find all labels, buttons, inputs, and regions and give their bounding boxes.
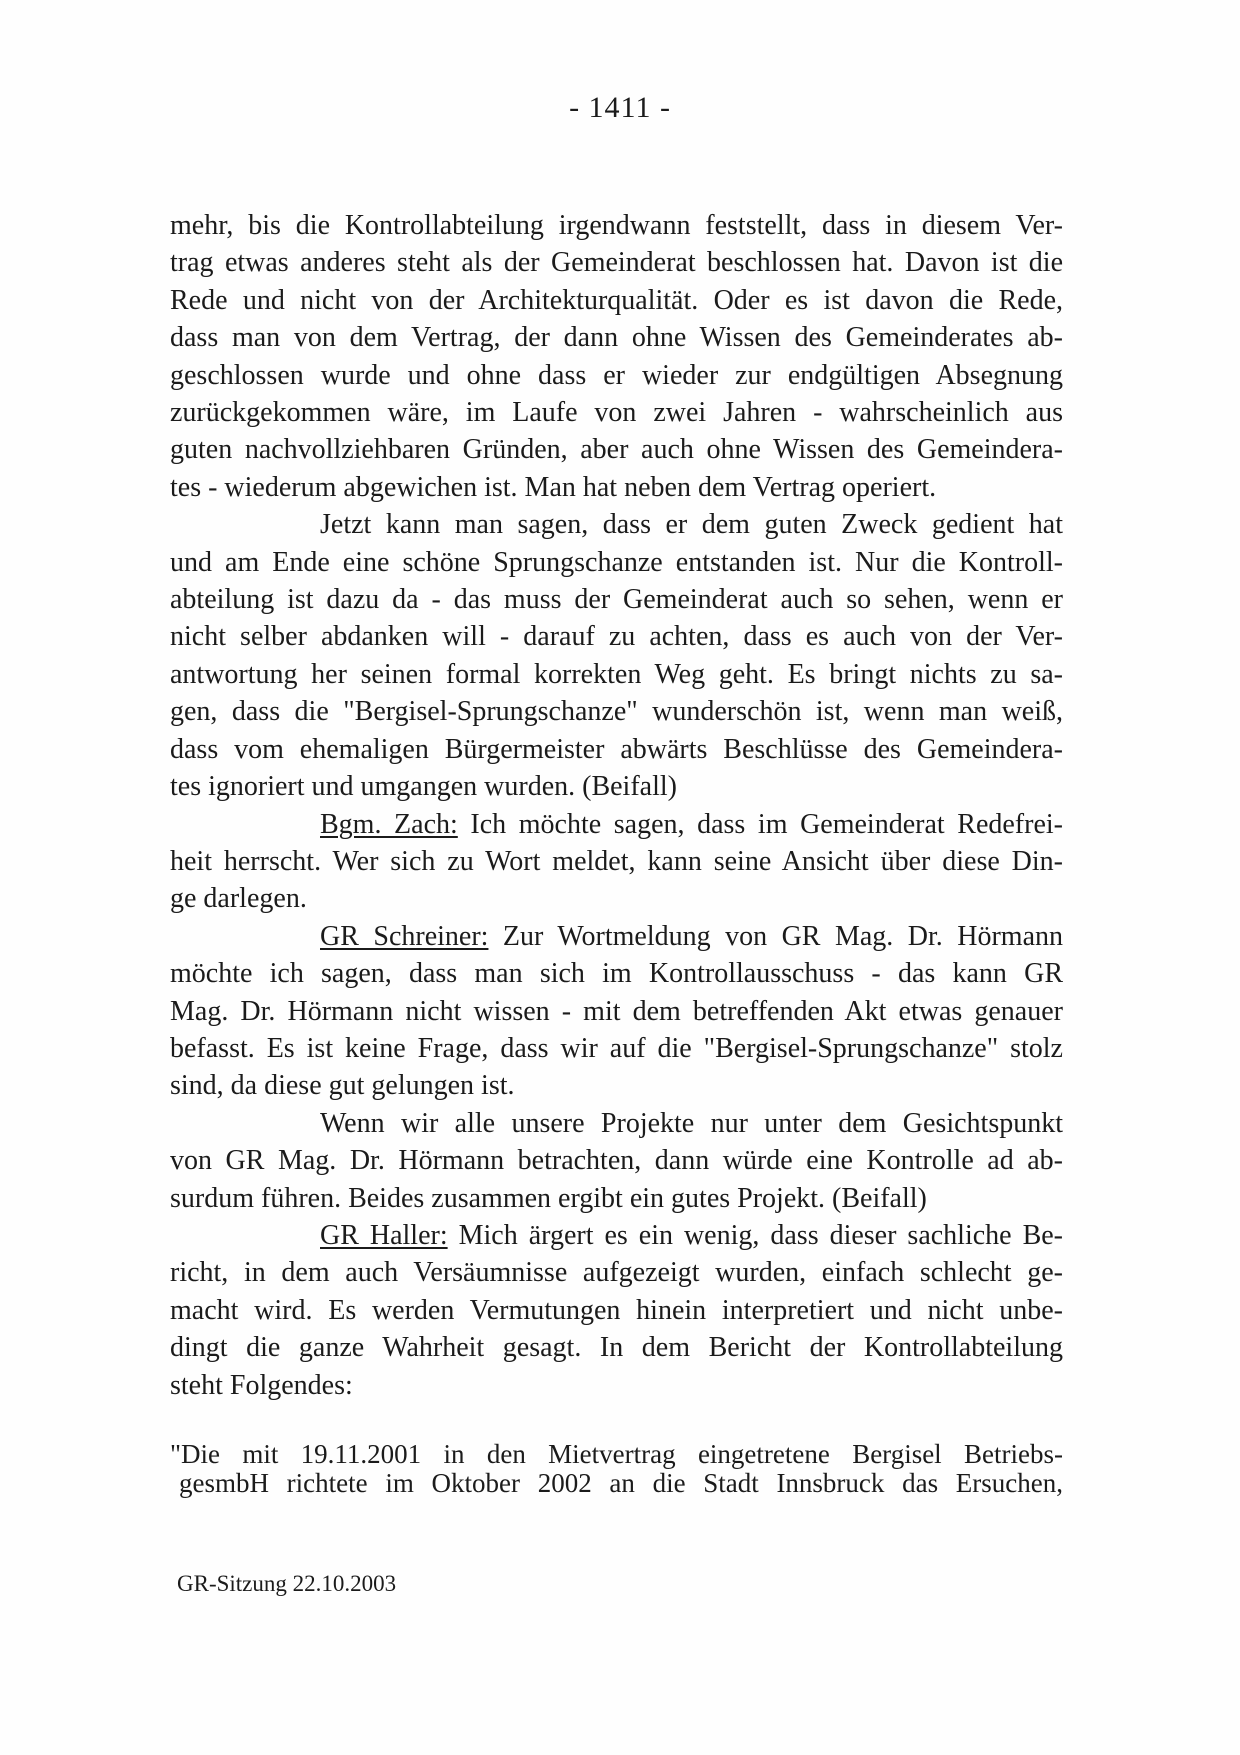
text-line: ge darlegen.	[170, 883, 307, 915]
paragraph	[170, 506, 1063, 805]
text-line: richt, in dem auch Versäumnisse aufgezeigt wurden, einfach schlecht ge-	[170, 1257, 1063, 1289]
text-line: Bgm. Zach: Ich möchte sagen, dass im Gemeinderat Redefrei-	[320, 808, 1063, 840]
text-line: möchte ich sagen, dass man sich im Kontrollausschuss - das kann GR	[170, 958, 1063, 990]
speaker-name: GR Haller:	[320, 1219, 448, 1251]
paragraph	[170, 207, 1063, 506]
quote-block	[170, 1440, 1063, 1497]
text-line: surdum führen. Beides zusammen ergibt ein gutes Projekt. (Beifall)	[170, 1182, 927, 1214]
footer-session-label: GR-Sitzung 22.10.2003	[177, 1571, 397, 1596]
text-line: GR Haller: Mich ärgert es ein wenig, dass dieser sachliche Be-	[320, 1219, 1063, 1251]
body-text	[170, 207, 1063, 1404]
text-line: Mag. Dr. Hörmann nicht wissen - mit dem betreffenden Akt etwas genauer	[170, 995, 1063, 1027]
speaker-name: Bgm. Zach:	[320, 808, 458, 840]
text-line: von GR Mag. Dr. Hörmann betrachten, dann würde eine Kontrolle ad ab-	[170, 1145, 1063, 1177]
text-line: Rede und nicht von der Architekturqualität. Oder es ist davon die Rede,	[170, 284, 1063, 316]
text-line: abteilung ist dazu da - das muss der Gemeinderat auch so sehen, wenn er	[170, 584, 1063, 616]
text-line: steht Folgendes:	[170, 1369, 353, 1401]
text-line: gen, dass die "Bergisel-Sprungschanze" wunderschön ist, wenn man weiß,	[170, 696, 1063, 728]
text-line: dass vom ehemaligen Bürgermeister abwärts Beschlüsse des Gemeindera-	[170, 733, 1063, 765]
text-line: "Die mit 19.11.2001 in den Mietvertrag eingetretene Bergisel Betriebs-	[170, 1439, 1063, 1469]
speaker-name: GR Schreiner:	[320, 920, 489, 952]
text-line: guten nachvollziehbaren Gründen, aber auch ohne Wissen des Gemeindera-	[170, 434, 1063, 466]
paragraph	[170, 918, 1063, 1105]
paragraph	[170, 806, 1063, 918]
text-line: GR Schreiner: Zur Wortmeldung von GR Mag. Dr. Hörmann	[320, 920, 1063, 952]
text-line: zurückgekommen wäre, im Laufe von zwei Jahren - wahrscheinlich aus	[170, 397, 1063, 429]
text-line: mehr, bis die Kontrollabteilung irgendwann feststellt, dass in diesem Ver-	[170, 210, 1063, 241]
text-line: trag etwas anderes steht als der Gemeinderat beschlossen hat. Davon ist die	[170, 247, 1063, 279]
text-line: antwortung her seinen formal korrekten Weg geht. Es bringt nichts zu sa-	[170, 658, 1063, 690]
paragraph	[170, 1105, 1063, 1217]
page-number: - 1411 -	[569, 91, 671, 124]
text-line: dass man von dem Vertrag, der dann ohne Wissen des Gemeinderates ab-	[170, 322, 1063, 354]
text-line: tes ignoriert und umgangen wurden. (Beifall)	[170, 771, 677, 803]
text-line: heit herrscht. Wer sich zu Wort meldet, kann seine Ansicht über diese Din-	[170, 845, 1063, 877]
text-line: tes - wiederum abgewichen ist. Man hat neben dem Vertrag operiert.	[170, 471, 937, 503]
text-line: macht wird. Es werden Vermutungen hinein interpretiert und nicht unbe-	[170, 1294, 1063, 1326]
text-line: geschlossen wurde und ohne dass er wieder zur endgültigen Absegnung	[170, 359, 1063, 391]
text-line: gesmbH richtete im Oktober 2002 an die Stadt Innsbruck das Ersuchen,	[179, 1467, 1063, 1498]
text-line: nicht selber abdanken will - darauf zu achten, dass es auch von der Ver-	[170, 621, 1063, 653]
paragraph	[170, 1217, 1063, 1404]
text-line: sind, da diese gut gelungen ist.	[170, 1070, 515, 1102]
text-line: Jetzt kann man sagen, dass er dem guten Zweck gedient hat	[320, 509, 1063, 541]
text-line: Wenn wir alle unsere Projekte nur unter dem Gesichtspunkt	[320, 1107, 1063, 1139]
text-line: dingt die ganze Wahrheit gesagt. In dem Bericht der Kontrollabteilung	[170, 1332, 1063, 1364]
text-line: und am Ende eine schöne Sprungschanze entstanden ist. Nur die Kontroll-	[170, 546, 1063, 578]
text-line: befasst. Es ist keine Frage, dass wir auf die "Bergisel-Sprungschanze" stolz	[170, 1032, 1063, 1064]
